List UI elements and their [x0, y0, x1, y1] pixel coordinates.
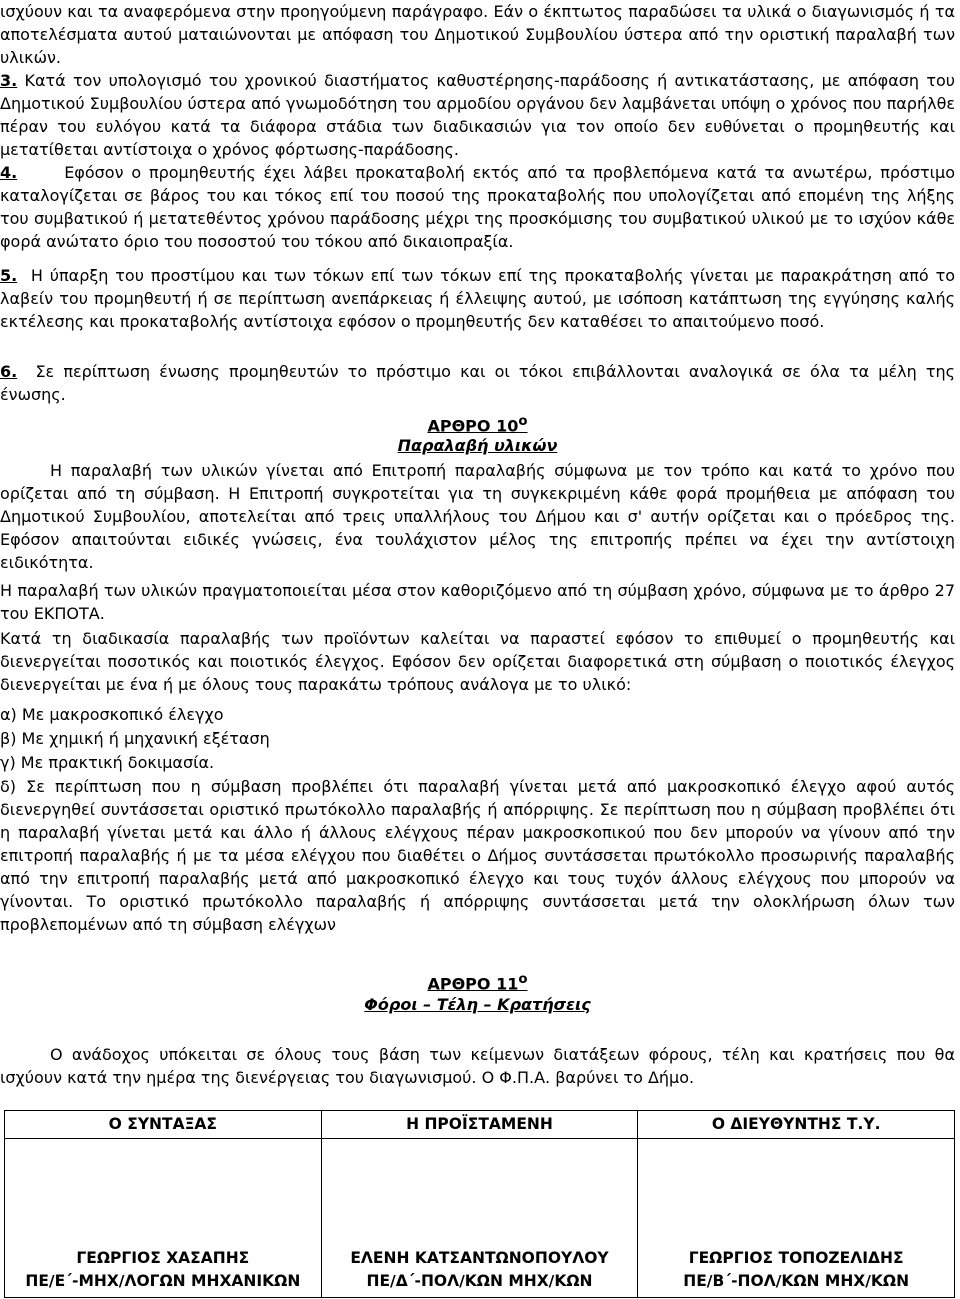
article-10-item-b: β) Με χημική ή μηχανική εξέταση — [0, 729, 270, 748]
signature-cell — [5, 1139, 322, 1298]
signature-cell — [638, 1139, 955, 1298]
signatory-name: ΕΛΕΝΗ ΚΑΤΣΑΝΤΩΝΟΠΟΥΛΟΥ — [350, 1249, 609, 1267]
paragraph-3 — [0, 69, 955, 161]
paragraph-text: Σε περίπτωση ένωσης προμηθευτών το πρόστιμο και οι τόκοι επιβάλλονται αναλογικά σε όλα τα μέλη της ένωσης. — [0, 362, 960, 404]
article-10-paragraph-3: Κατά τη διαδικασία παραλαβής των προϊόντων καλείται να παραστεί εφόσον το επιθυμεί ο προμηθευτής και διενεργείται ποσοτικός και ποιοτικός έλεγχος. Εφόσον δεν ορίζεται διαφορετικά στη σύμβαση ο ποιοτικός έλεγχος διενεργείται με ένα ή με όλους τους παρακάτω τρόπους ανάλογα με το υλικό: — [0, 629, 955, 694]
signature-table — [4, 1110, 955, 1298]
signature-role: Ο ΣΥΝΤΑΞΑΣ — [5, 1111, 322, 1139]
paragraph-4 — [0, 161, 960, 253]
signature-cell — [321, 1139, 638, 1298]
signature-role: Ο ΔΙΕΥΘΥΝΤΗΣ Τ.Υ. — [638, 1111, 955, 1139]
intro-paragraph: ισχύουν και τα αναφερόμενα στην προηγούμενη παράγραφο. Εάν ο έκπτωτος παραδώσει τα υλικά ο διαγωνισμός ή τα αποτελέσματα αυτού ματαιώνονται με απόφαση του Δημοτικού Συμβουλίου ύστερα από την οριστική παραλαβή των υλικών. — [0, 2, 955, 67]
article-10-paragraph-4: δ) Σε περίπτωση που η σύμβαση προβλέπει ότι παραλαβή γίνεται μετά από μακροσκοπικό έλεγχο αφού αυτός διενεργηθεί συντάσσεται οριστικό πρωτόκολλο παραλαβής ή απόρριψης. Σε περίπτωση που η σύμβαση προβλέπει ότι η παραλαβή γίνεται μετά και άλλο ή άλλους ελέγχους πέραν μακροσκοπικού που δεν μπορούν να γίνουν από την επιτροπή παραλαβής ή με τα μέσα ελέγχου που διαθέτει ο Δήμος συντάσσεται πρωτόκολλο προσωρινής παραλαβής από την επιτροπή παραλαβής μετά από μακροσκοπικό έλεγχο και τους τυχόν άλλους ελέγχους που μπορούν να γίνονται. Το οριστικό πρωτόκολλο παραλαβής ή απόρριψης συντάσσεται μετά την ολοκλήρωση όλων των προβλεπομένων από τη σύμβαση ελέγχων — [0, 777, 955, 934]
paragraph-text: Εφόσον ο προμηθευτής έχει λάβει προκαταβολή εκτός από τα προβλεπόμενα κατά τα ανωτέρω, πρόστιμο καταλογίζεται σε βάρος του και τόκος επί του ποσού της προκαταβολής που υπολογίζεται από επομένη της λήξης του συμβατικού ή μετατεθέντος χρόνου παράδοσης μέχρι της προσκόμισης του συμβατικού υλικού με το ισχύον κάθε φορά ανώτατο όριο του ποσοστού του τόκου από δικαιοπραξία. — [0, 163, 960, 251]
article-10-paragraph-2: Η παραλαβή των υλικών πραγματοποιείται μέσα στον καθοριζόμενο από τη σύμβαση χρόνο, σύμφωνα με το άρθρο 27 του ΕΚΠΟΤΑ. — [0, 581, 955, 623]
article-10-subtitle: Παραλαβή υλικών — [397, 436, 558, 455]
paragraph-6 — [0, 360, 960, 406]
article-11-title: ΑΡΘΡΟ $11^o$ — [427, 972, 528, 994]
paragraph-number: 5. — [0, 266, 18, 285]
article-11-paragraph-1: Ο ανάδοχος υπόκειται σε όλους τους βάση των κείμενων διατάξεων φόρους, τέλη και κρατήσεις που θα ισχύουν κατά την ημέρα της διενέργειας του διαγωνισμού. Ο Φ.Π.Α. βαρύνει το Δήμο. — [0, 1045, 955, 1087]
paragraph-text: Κατά τον υπολογισμό του χρονικού διαστήματος καθυστέρησης-παράδοσης ή αντικατάστασης, με απόφαση του Δημοτικού Συμβουλίου ύστερα από γνωμοδότηση του αρμοδίου οργάνου δεν λαμβάνεται υπόψη ο χρόνος που παρήλθε πέραν του ευλόγου κατά τα διάφορα στάδια των διαδικασιών για τον οποίο δεν ευθύνεται ο προμηθευτής και μετατίθεται αντίστοιχα ο χρόνος φόρτωσης-παράδοσης. — [0, 71, 955, 159]
signature-roles-row — [5, 1111, 955, 1139]
paragraph-number: 3. — [0, 71, 18, 90]
signatory-name: ΓΕΩΡΓΙΟΣ ΤΟΠΟΖΕΛΙΔΗΣ — [688, 1249, 904, 1267]
paragraph-number: 6. — [0, 362, 18, 381]
signatory-title: ΠΕ/Ε΄-ΜΗΧ/ΛΟΓΩΝ ΜΗΧΑΝΙΚΩΝ — [25, 1272, 301, 1290]
article-10-item-c: γ) Με πρακτική δοκιμασία. — [0, 753, 215, 772]
article-11-subtitle: Φόροι – Τέλη – Κρατήσεις — [364, 995, 591, 1014]
article-10-title: ΑΡΘΡΟ $10^o$ — [427, 414, 528, 436]
paragraph-number: 4. — [0, 163, 18, 182]
paragraph-text: Η ύπαρξη του προστίμου και των τόκων επί των τόκων επί της προκαταβολής γίνεται με παρακράτηση από το λαβείν του προμηθευτή ή σε περίπτωση ανεπάρκειας ή έλλειψης αυτού, με ισόποση κατάπτωση της εγγύησης καλής εκτέλεσης και προκαταβολής αντίστοιχα εφόσον ο προμηθευτής δεν καταθέσει το απαιτούμενο ποσό. — [0, 266, 960, 331]
signature-role: Η ΠΡΟΪΣΤΑΜΕΝΗ — [321, 1111, 638, 1139]
signatory-name: ΓΕΩΡΓΙΟΣ ΧΑΣΑΠΗΣ — [76, 1249, 250, 1267]
article-10-item-a: α) Με μακροσκοπικό έλεγχο — [0, 705, 224, 724]
signatory-title: ΠΕ/Β΄-ΠΟΛ/ΚΩΝ ΜΗΧ/ΚΩΝ — [683, 1272, 910, 1290]
paragraph-5 — [0, 264, 960, 333]
article-10-paragraph-1: Η παραλαβή των υλικών γίνεται από Επιτροπή παραλαβής σύμφωνα με τον τρόπο και κατά το χρόνο που ορίζεται από τη σύμβαση. Η Επιτροπή συγκροτείται για τη συγκεκριμένη κάθε φορά προμήθεια με απόφαση του Δημοτικού Συμβουλίου, αποτελείται από τρεις υπαλλήλους του Δήμου και σ' αυτήν ορίζεται και ο πρόεδρος της. Εφόσον απαιτούνται ειδικές γνώσεις, ένα τουλάχιστον μέλος της επιτροπής πρέπει να έχει την αντίστοιχη ειδικότητα. — [0, 461, 955, 572]
signature-names-row — [5, 1139, 955, 1298]
signatory-title: ΠΕ/Δ΄-ΠΟΛ/ΚΩΝ ΜΗΧ/ΚΩΝ — [366, 1272, 593, 1290]
